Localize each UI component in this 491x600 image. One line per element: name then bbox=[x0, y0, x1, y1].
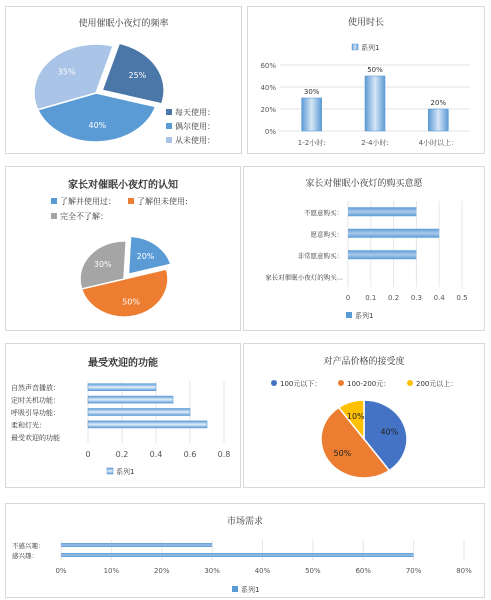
bar-0 bbox=[348, 207, 416, 216]
bar-1 bbox=[61, 553, 414, 557]
legend-label-0: 每天使用： bbox=[175, 108, 215, 117]
x-tick-label-1: 2-4小时: bbox=[361, 139, 389, 147]
pie-data-label-1: 50% bbox=[122, 297, 141, 307]
legend-swatch bbox=[346, 312, 352, 318]
pie-data-label-2: 10% bbox=[346, 412, 365, 422]
y-tick-label-0: 不感兴趣： bbox=[12, 542, 45, 550]
pie-data-label-2: 30% bbox=[93, 260, 112, 270]
bar-0 bbox=[302, 98, 322, 131]
pie-data-label-0: 25% bbox=[128, 70, 147, 80]
bar-2 bbox=[88, 409, 190, 416]
x-tick-label-3: 30% bbox=[204, 567, 220, 575]
legend-swatch-1 bbox=[338, 380, 344, 386]
x-tick-label-0: 0 bbox=[85, 450, 91, 459]
legend-swatch-2 bbox=[407, 380, 413, 386]
pie-data-label-1: 50% bbox=[333, 449, 352, 459]
y-tick-label-2: 40% bbox=[260, 84, 276, 92]
chart-title-price-acceptance: 对产品价格的接受度 bbox=[323, 357, 405, 367]
pie-data-label-1: 40% bbox=[88, 120, 107, 130]
legend-label-2: 完全不了解： bbox=[60, 212, 108, 221]
price-acceptance-pie-chart bbox=[244, 344, 486, 489]
y-tick-label-3: 60% bbox=[260, 62, 276, 70]
legend-swatch-2 bbox=[51, 213, 57, 219]
panel-frequency-chart bbox=[5, 6, 242, 154]
chart-title-market-demand: 市场需求 bbox=[226, 517, 263, 527]
legend-label-1: 了解但未使用: bbox=[137, 197, 188, 206]
bar-data-label-2: 20% bbox=[430, 99, 447, 107]
legend-swatch-1 bbox=[166, 123, 172, 129]
y-tick-label-2: 呼吸引导功能： bbox=[11, 409, 60, 417]
x-tick-label-1: 0.2 bbox=[115, 450, 129, 459]
legend-swatch bbox=[232, 586, 238, 592]
popular-features-bar-chart bbox=[6, 344, 242, 489]
x-tick-label-8: 80% bbox=[456, 567, 472, 575]
chart-title-purchase-intent: 家长对催眠小夜灯的购买意愿 bbox=[305, 179, 423, 189]
y-tick-label-0: 0% bbox=[264, 128, 276, 136]
bar-1 bbox=[365, 76, 385, 131]
x-tick-label-5: 0.5 bbox=[456, 294, 468, 302]
legend-swatch-1 bbox=[128, 198, 134, 204]
x-tick-label-6: 60% bbox=[355, 567, 372, 575]
bar-data-label-0: 30% bbox=[303, 88, 320, 96]
panel-market-demand-chart bbox=[5, 503, 485, 598]
x-tick-label-4: 0.8 bbox=[217, 450, 231, 459]
x-tick-label-0: 0 bbox=[345, 294, 351, 302]
panel-duration-chart bbox=[247, 6, 485, 154]
legend-swatch bbox=[352, 44, 358, 50]
y-tick-label-1: 20% bbox=[260, 106, 276, 114]
bar-0 bbox=[88, 384, 156, 391]
legend-label-1: 偶尔使用： bbox=[175, 122, 215, 131]
pie-data-label-2: 35% bbox=[57, 67, 76, 77]
legend-label: 系列1 bbox=[361, 44, 380, 52]
x-tick-label-2: 0.2 bbox=[388, 294, 400, 302]
legend-label-0: 100元以下： bbox=[280, 380, 322, 388]
chart-title-awareness: 家长对催眠小夜灯的认知 bbox=[68, 180, 178, 191]
bar-3 bbox=[88, 421, 207, 428]
legend-label-1: 100-200元： bbox=[347, 380, 391, 388]
bar-2 bbox=[348, 250, 416, 259]
x-tick-label-4: 40% bbox=[254, 567, 271, 575]
legend-swatch-2 bbox=[166, 137, 172, 143]
x-tick-label-3: 0.3 bbox=[410, 294, 422, 302]
legend-swatch-0 bbox=[166, 109, 172, 115]
chart-title-duration: 使用时长 bbox=[347, 18, 384, 28]
legend-label-2: 从未使用： bbox=[175, 136, 215, 145]
legend-swatch bbox=[107, 468, 113, 474]
bar-2 bbox=[428, 109, 448, 131]
x-tick-label-0: 0% bbox=[55, 567, 67, 575]
awareness-pie-chart bbox=[6, 167, 242, 332]
legend-label: 系列1 bbox=[116, 468, 135, 476]
y-tick-label-4: 最受欢迎的功能 bbox=[11, 433, 60, 442]
legend-label: 系列1 bbox=[355, 312, 374, 320]
legend-swatch-0 bbox=[51, 198, 57, 204]
y-tick-label-0: 不愿意购买： bbox=[304, 208, 343, 217]
x-tick-label-2: 20% bbox=[153, 567, 170, 575]
chart-title-popular-features: 最受欢迎的功能 bbox=[88, 358, 158, 369]
legend-label: 系列1 bbox=[241, 586, 260, 594]
panel-awareness-chart bbox=[5, 166, 241, 331]
bar-data-label-1: 50% bbox=[367, 66, 383, 74]
market-demand-bar-chart bbox=[6, 504, 486, 599]
legend-label-0: 了解并使用过： bbox=[60, 197, 116, 206]
bar-0 bbox=[61, 543, 212, 547]
bar-1 bbox=[88, 396, 173, 403]
frequency-pie-chart bbox=[6, 7, 243, 155]
bar-1 bbox=[348, 229, 439, 238]
x-tick-label-3: 0.6 bbox=[183, 450, 197, 459]
y-tick-label-1: 愿意购买： bbox=[310, 230, 343, 239]
y-tick-label-3: 家长对催眠小夜灯的购买... bbox=[265, 273, 343, 282]
duration-bar-chart bbox=[248, 7, 486, 155]
x-tick-label-1: 0.1 bbox=[365, 294, 377, 302]
pie-data-label-0: 20% bbox=[136, 251, 155, 261]
purchase-intent-bar-chart bbox=[244, 167, 486, 332]
chart-title-frequency: 使用催眠小夜灯的频率 bbox=[78, 19, 169, 29]
x-tick-label-7: 70% bbox=[405, 567, 422, 575]
y-tick-label-3: 柔和灯光： bbox=[11, 421, 46, 430]
pie-data-label-0: 40% bbox=[380, 427, 399, 437]
x-tick-label-5: 50% bbox=[305, 567, 321, 575]
y-tick-label-1: 感兴趣： bbox=[12, 552, 38, 560]
x-tick-label-4: 0.4 bbox=[433, 294, 445, 302]
panel-price-acceptance-chart bbox=[243, 343, 485, 488]
x-tick-label-2: 0.4 bbox=[149, 450, 163, 459]
panel-purchase-intent-chart bbox=[243, 166, 485, 331]
legend-label-2: 200元以上： bbox=[416, 380, 458, 388]
legend-swatch-0 bbox=[271, 380, 277, 386]
panel-popular-features-chart bbox=[5, 343, 241, 488]
y-tick-label-1: 定时关机功能： bbox=[11, 396, 60, 405]
x-tick-label-1: 10% bbox=[103, 567, 120, 575]
x-tick-label-0: 1-2小时: bbox=[297, 139, 326, 147]
y-tick-label-0: 自然声音播放： bbox=[11, 384, 60, 393]
x-tick-label-2: 4小时以上： bbox=[418, 139, 459, 147]
y-tick-label-2: 非常愿意购买： bbox=[297, 251, 343, 260]
